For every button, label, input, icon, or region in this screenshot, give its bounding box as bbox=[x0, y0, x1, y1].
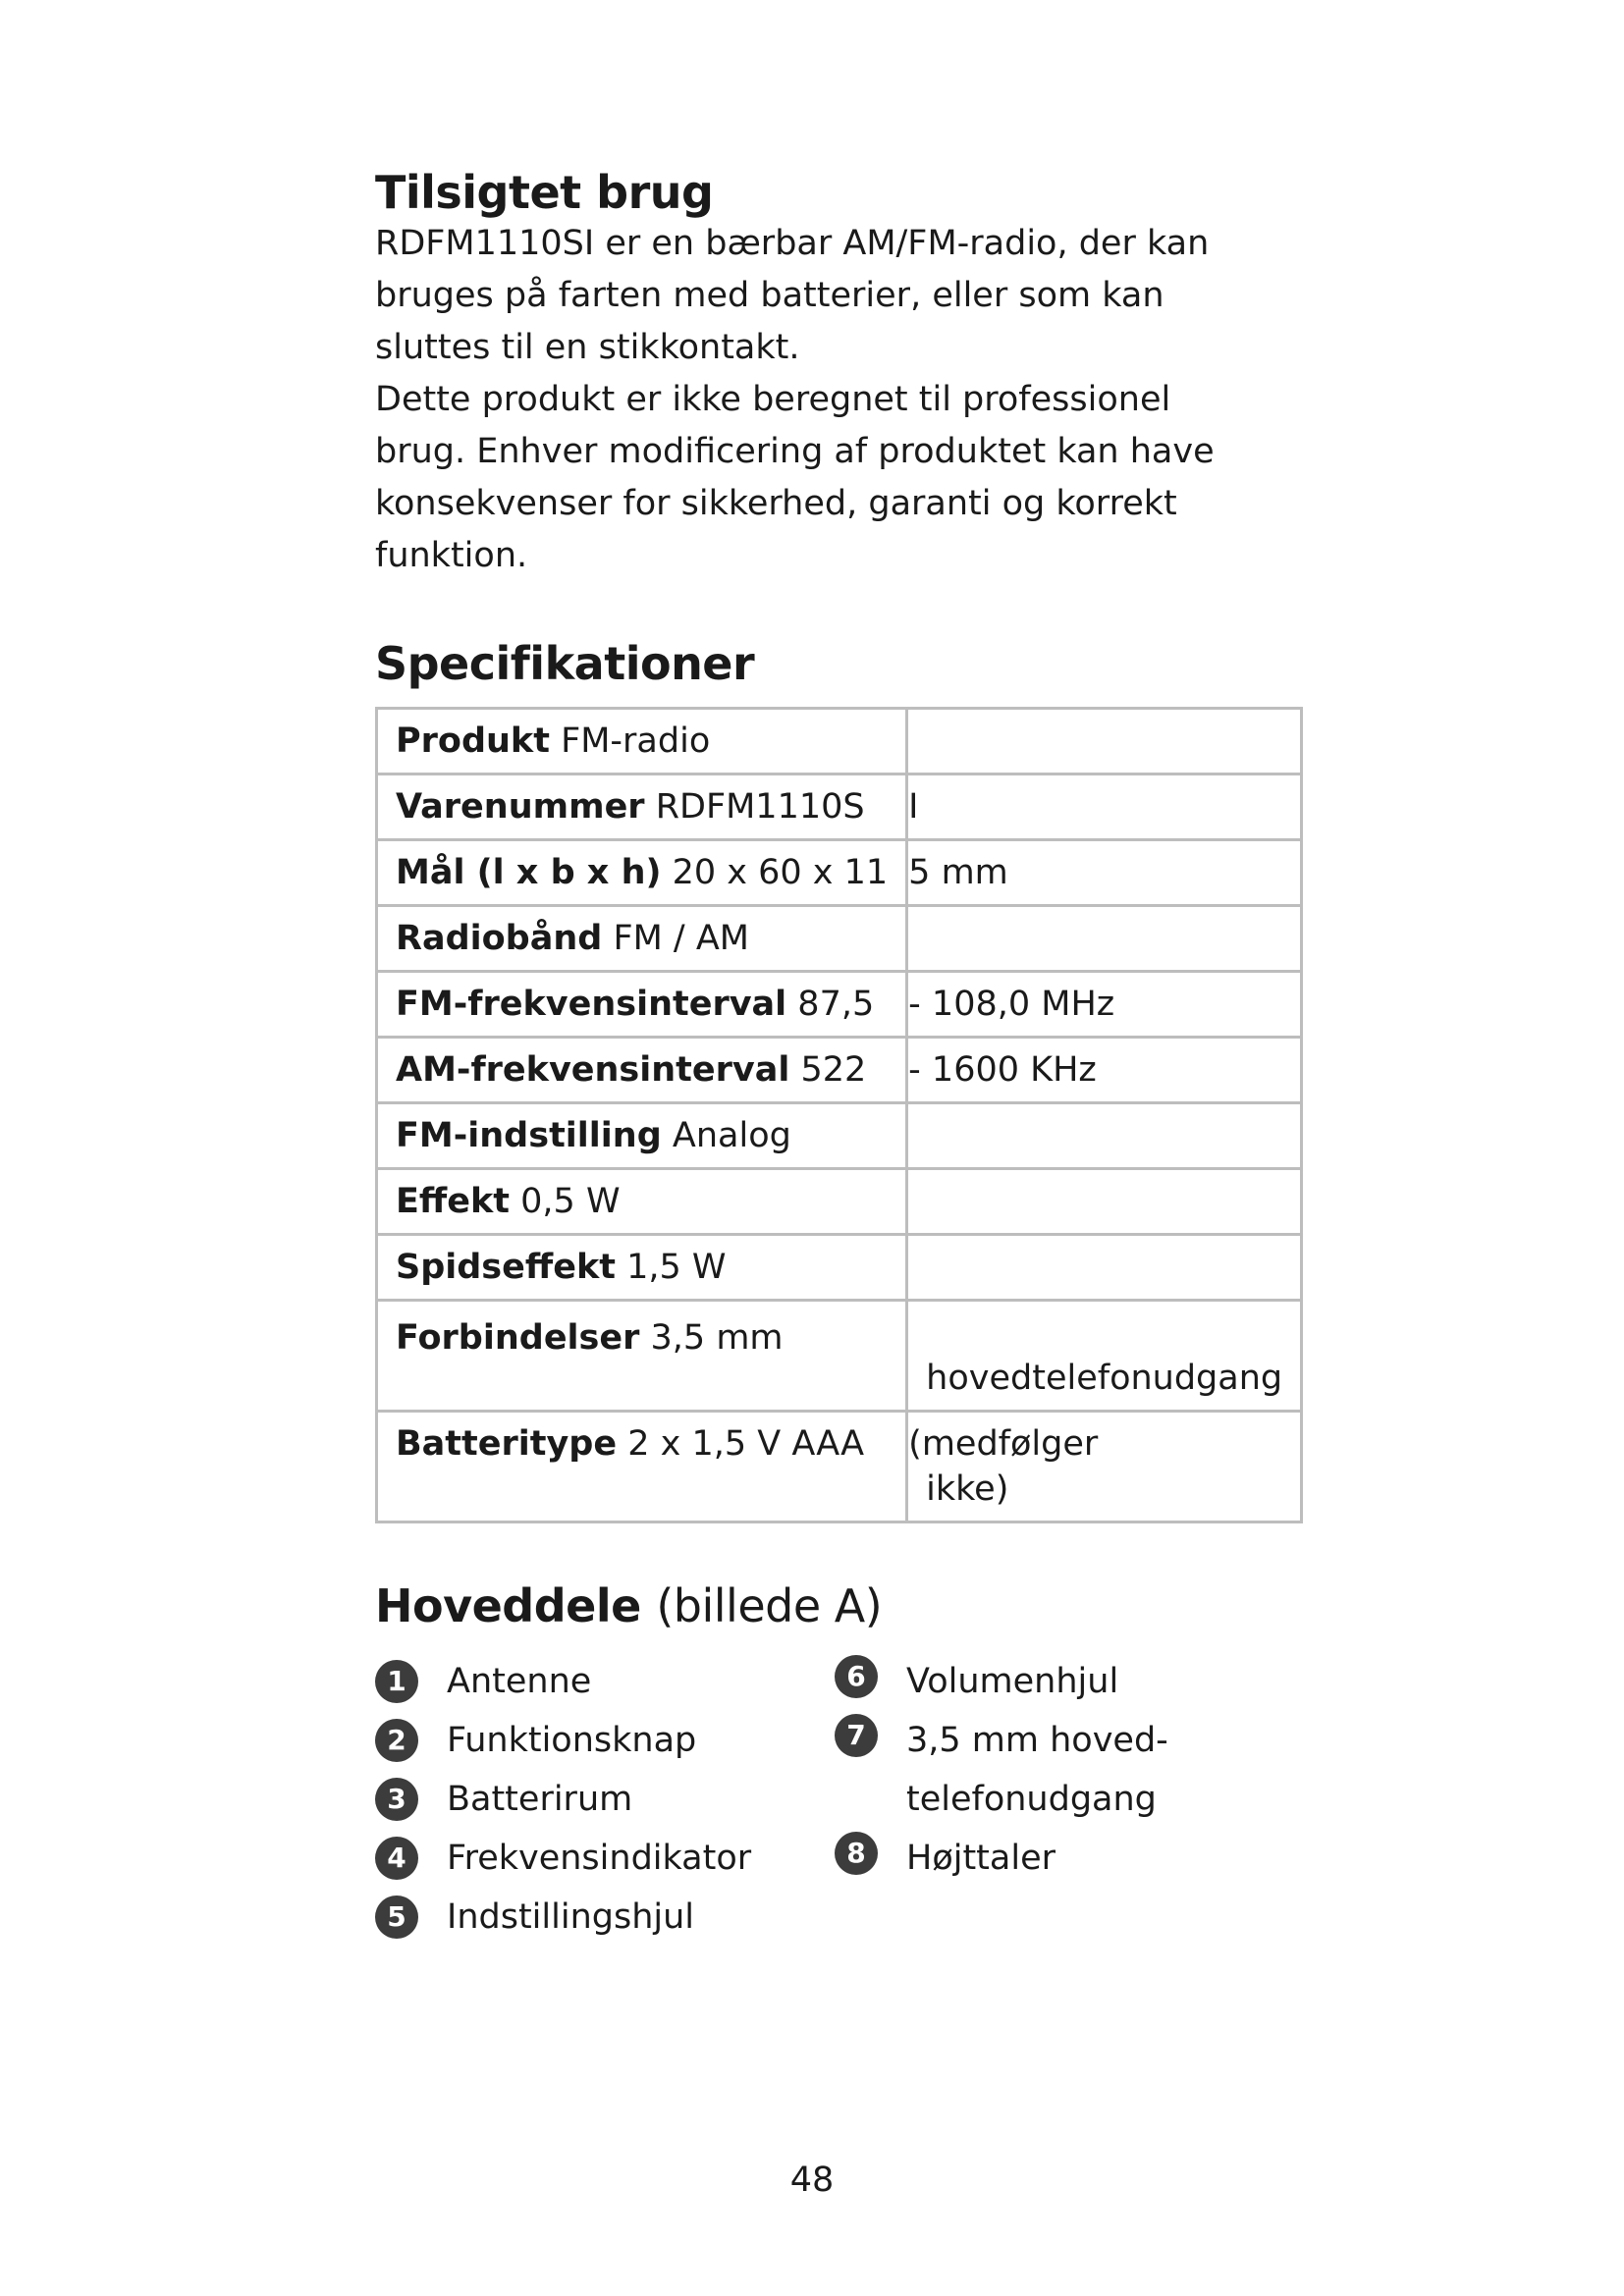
spec-cell bbox=[377, 1169, 907, 1235]
spec-cell bbox=[907, 1412, 1302, 1522]
spec-cell bbox=[377, 1412, 907, 1522]
main-parts-heading-suffix: (billede A) bbox=[656, 1579, 883, 1632]
spec-cell bbox=[907, 840, 1302, 906]
spec-cell bbox=[907, 1103, 1302, 1169]
spec-value-continued: - 1600 KHz bbox=[908, 1050, 1097, 1090]
main-parts-heading bbox=[375, 1578, 882, 1633]
spec-value: 3,5 mm bbox=[650, 1318, 784, 1358]
spec-label: AM-frekvensinterval bbox=[396, 1050, 790, 1090]
spec-value: 522 bbox=[800, 1050, 867, 1090]
spec-cell bbox=[907, 709, 1302, 774]
spec-row-am-frequency bbox=[377, 1038, 1302, 1103]
page-number: 48 bbox=[789, 2161, 835, 2200]
part-label: 3,5 mm hoved- bbox=[906, 1721, 1168, 1760]
part-label: Antenne bbox=[447, 1662, 592, 1701]
spec-label: Effekt bbox=[396, 1182, 511, 1221]
spec-value: RDFM1110S bbox=[655, 787, 865, 827]
number-badge-icon: 6 bbox=[835, 1655, 878, 1698]
spec-row-dimensions bbox=[377, 840, 1302, 906]
number-badge-icon: 1 bbox=[375, 1660, 418, 1703]
spec-row-connections bbox=[377, 1301, 1302, 1412]
spec-value-continued: (medfølger bbox=[908, 1424, 1099, 1464]
intended-use-heading: Tilsigtet brug bbox=[375, 166, 714, 219]
number-badge-icon: 7 bbox=[835, 1714, 878, 1757]
spec-value-continued: 5 mm bbox=[908, 853, 1008, 892]
spec-value: FM / AM bbox=[613, 919, 749, 958]
spec-row-product bbox=[377, 709, 1302, 774]
spec-cell bbox=[907, 972, 1302, 1038]
spec-cell bbox=[377, 709, 907, 774]
specifications-heading: Specifikationer bbox=[375, 637, 755, 690]
number-badge-icon: 2 bbox=[375, 1719, 418, 1762]
spec-cell bbox=[377, 1103, 907, 1169]
spec-label: FM-frekvensinterval bbox=[396, 985, 787, 1024]
number-badge-icon: 3 bbox=[375, 1778, 418, 1821]
spec-label: Spidseffekt bbox=[396, 1248, 616, 1287]
spec-row-radio-band bbox=[377, 906, 1302, 972]
number-badge-icon: 5 bbox=[375, 1896, 418, 1939]
spec-label: Produkt bbox=[396, 721, 550, 761]
spec-cell bbox=[907, 1235, 1302, 1301]
spec-cell bbox=[907, 1169, 1302, 1235]
spec-row-battery-type bbox=[377, 1412, 1302, 1522]
part-label: Højttaler bbox=[906, 1839, 1056, 1878]
spec-label: Varenummer bbox=[396, 787, 645, 827]
part-label: Funktionsknap bbox=[447, 1721, 697, 1760]
spec-cell bbox=[907, 906, 1302, 972]
spec-label: Batteritype bbox=[396, 1424, 618, 1464]
spec-cell bbox=[907, 774, 1302, 840]
spec-value: FM-radio bbox=[561, 721, 711, 761]
part-label-continued: telefonudgang bbox=[906, 1780, 1157, 1819]
main-parts-heading-bold: Hoveddele bbox=[375, 1579, 641, 1632]
intended-use-text bbox=[375, 218, 1259, 582]
spec-label: Radiobånd bbox=[396, 919, 603, 958]
number-badge-icon: 8 bbox=[835, 1832, 878, 1875]
spec-value: 87,5 bbox=[797, 985, 875, 1024]
spec-cell bbox=[377, 774, 907, 840]
spec-value: 20 x 60 x 11 bbox=[672, 853, 889, 892]
spec-cell bbox=[377, 1301, 907, 1412]
part-label: Indstillingshjul bbox=[447, 1897, 695, 1937]
spec-value-continued: - 108,0 MHz bbox=[908, 985, 1115, 1024]
number-badge-icon: 4 bbox=[375, 1837, 418, 1880]
spec-label: FM-indstilling bbox=[396, 1116, 662, 1155]
spec-value: 2 x 1,5 V AAA bbox=[627, 1424, 865, 1464]
spec-value-continued: I bbox=[908, 787, 919, 827]
spec-row-power bbox=[377, 1169, 1302, 1235]
spec-row-fm-frequency bbox=[377, 972, 1302, 1038]
spec-row-fm-tuning bbox=[377, 1103, 1302, 1169]
part-label: Frekvensindikator bbox=[447, 1839, 752, 1878]
spec-row-peak-power bbox=[377, 1235, 1302, 1301]
spec-label: Mål (l x b x h) bbox=[396, 853, 662, 892]
spec-value-continued-line2: ikke) bbox=[926, 1469, 1009, 1509]
spec-value-continued: hovedtelefonudgang bbox=[926, 1359, 1283, 1398]
spec-value: 0,5 W bbox=[520, 1182, 621, 1221]
spec-value: 1,5 W bbox=[626, 1248, 727, 1287]
spec-cell bbox=[377, 1038, 907, 1103]
spec-row-item-number bbox=[377, 774, 1302, 840]
spec-value: Analog bbox=[672, 1116, 791, 1155]
spec-cell bbox=[907, 1301, 1302, 1412]
part-label: Batterirum bbox=[447, 1780, 633, 1819]
spec-cell bbox=[907, 1038, 1302, 1103]
spec-cell bbox=[377, 906, 907, 972]
spec-cell bbox=[377, 840, 907, 906]
intended-use-paragraph-1: RDFM1110SI er en bærbar AM/FM-radio, der kan bruges på farten med batterier, eller som kan sluttes til en stikkontakt. bbox=[375, 224, 1210, 367]
spec-cell bbox=[377, 972, 907, 1038]
specifications-table bbox=[375, 707, 1303, 1523]
intended-use-paragraph-2: Dette produkt er ikke beregnet til professionel brug. Enhver modificering af produktet kan have konsekvenser for sikkerhed, garanti og korrekt funktion. bbox=[375, 380, 1215, 575]
part-label: Volumenhjul bbox=[906, 1662, 1119, 1701]
spec-label: Forbindelser bbox=[396, 1318, 640, 1358]
spec-cell bbox=[377, 1235, 907, 1301]
